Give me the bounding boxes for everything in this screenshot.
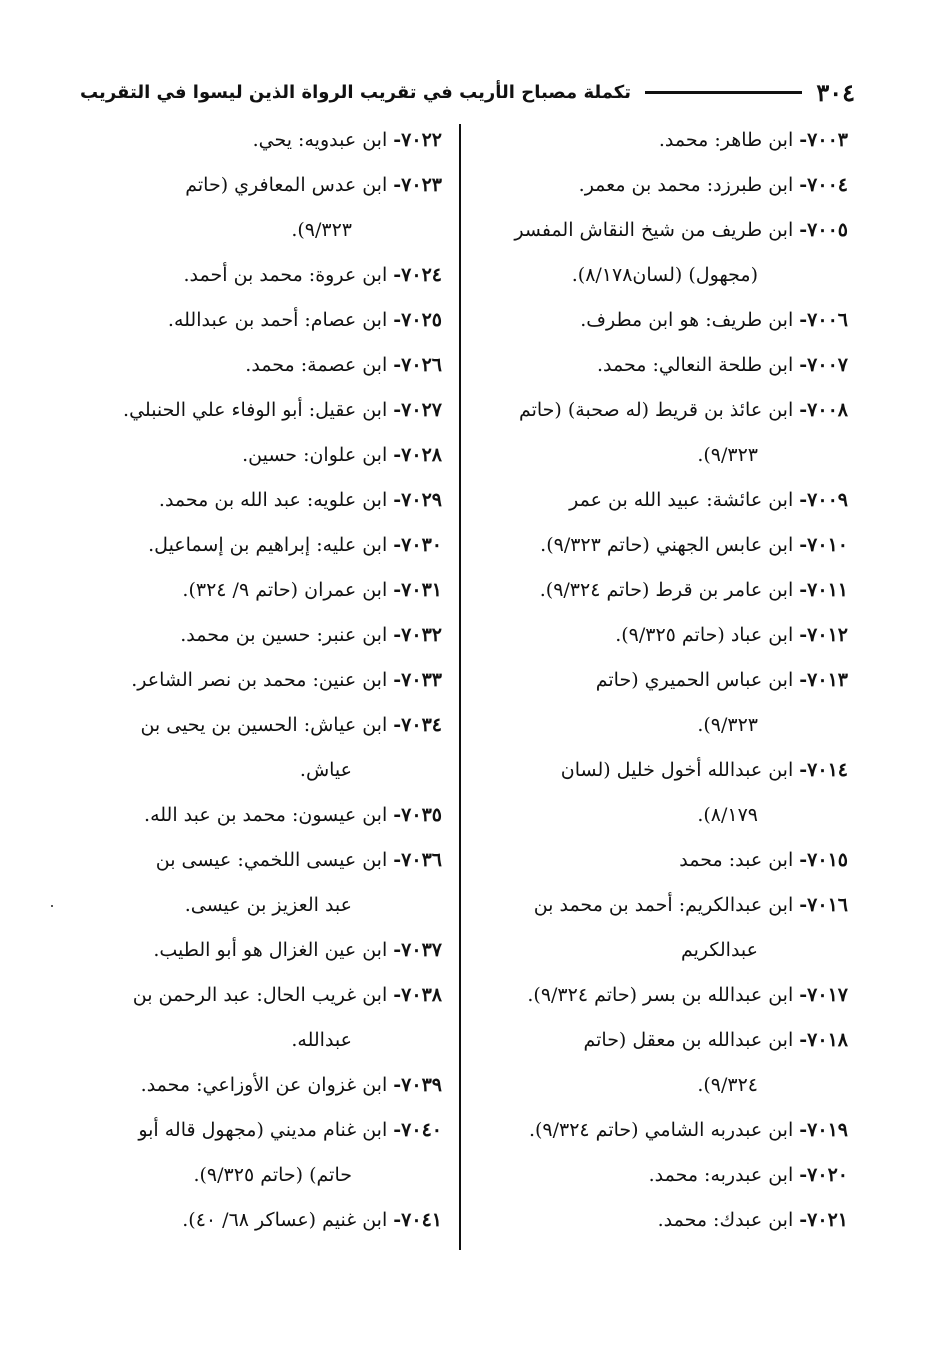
entry-text: ابن عامر بن قرط (حاتم ٩/٣٢٤). <box>539 579 794 601</box>
left-column <box>78 118 442 1243</box>
entry <box>78 703 442 793</box>
entry-text: ابن عائذ بن قريط (له صحبة) (حاتم <box>518 399 794 421</box>
entry-continuation: ٩/٣٢٤). <box>697 1074 758 1096</box>
entry-number: ٧٠٣٣- <box>393 669 442 691</box>
entry-text: ابن عبدالله بن بسر (حاتم ٩/٣٢٤). <box>527 984 794 1006</box>
entry-number: ٧٠٤٠- <box>393 1119 442 1141</box>
entry-number: ٧٠١٥- <box>799 849 848 871</box>
entry-continuation: ٩/٣٢٣). <box>291 219 352 241</box>
entry-number: ٧٠٢٤- <box>393 264 442 286</box>
entry-text: ابن طريف: هو ابن مطرف. <box>580 309 794 331</box>
entry-number: ٧٠١٨- <box>799 1029 848 1051</box>
entry-number: ٧٠٣٢- <box>393 624 442 646</box>
entry-text: ابن غنيم (عساكر ٦٨/ ٤٠). <box>182 1209 388 1231</box>
entry-text: ابن عيسون: محمد بن عبد الله. <box>144 804 388 826</box>
entry-number: ٧٠٣٤- <box>393 714 442 736</box>
entry-number: ٧٠٣٥- <box>393 804 442 826</box>
entry-number: ٧٠١٢- <box>799 624 848 646</box>
entry-number: ٧٠١٩- <box>799 1119 848 1141</box>
entry-number: ٧٠٣٨- <box>393 984 442 1006</box>
entry-number: ٧٠٢٦- <box>393 354 442 376</box>
entry <box>482 883 848 973</box>
entry-number: ٧٠٢٥- <box>393 309 442 331</box>
entry-number: ٧٠٠٥- <box>799 219 848 241</box>
entry-text: ابن عبدربه: محمد. <box>648 1164 794 1186</box>
entry-text: ابن عباد (حاتم ٩/٣٢٥). <box>615 624 794 646</box>
entry <box>78 523 442 568</box>
column-divider <box>459 124 461 1250</box>
entry-text: ابن طريف من شيخ النقاش المفسر <box>514 219 794 241</box>
header-rule <box>645 91 802 94</box>
entry-number: ٧٠٢٨- <box>393 444 442 466</box>
entry-text: ابن طاهر: محمد. <box>658 129 794 151</box>
entry <box>78 658 442 703</box>
entry-text: ابن طلحة النعالي: محمد. <box>597 354 794 376</box>
entry-number: ٧٠٢٣- <box>393 174 442 196</box>
entry-number: ٧٠٠٤- <box>799 174 848 196</box>
entry <box>78 478 442 523</box>
entry <box>78 838 442 928</box>
entry <box>482 118 848 163</box>
entry <box>78 1063 442 1108</box>
entry-text: ابن علوان: حسين. <box>242 444 388 466</box>
entry <box>78 613 442 658</box>
entry-text: ابن عنبر: حسين بن محمد. <box>180 624 388 646</box>
entry <box>482 298 848 343</box>
entry <box>78 433 442 478</box>
entry-text: ابن عائشة: عبيد الله بن عمر <box>569 489 794 511</box>
entry-text: ابن عنين: محمد بن نصر الشاعر. <box>131 669 388 691</box>
entry-text: ابن عصمة: محمد. <box>245 354 388 376</box>
entry-number: ٧٠١٦- <box>799 894 848 916</box>
entry <box>482 973 848 1018</box>
entry-text: ابن عابس الجهني (حاتم ٩/٣٢٣). <box>540 534 794 556</box>
entry <box>482 568 848 613</box>
entry <box>482 1108 848 1153</box>
entry <box>78 118 442 163</box>
entry-number: ٧٠٣٦- <box>393 849 442 871</box>
entry-text: ابن عبدالله أخول خليل (لسان <box>560 759 794 781</box>
entry-text: ابن عبدربه الشامي (حاتم ٩/٣٢٤). <box>528 1119 794 1141</box>
entry <box>78 568 442 613</box>
entry-number: ٧٠٠٨- <box>799 399 848 421</box>
entry-number: ٧٠٣١- <box>393 579 442 601</box>
entry <box>482 613 848 658</box>
entry <box>482 523 848 568</box>
page-number: ٣٠٤ <box>816 77 855 107</box>
entry-text: ابن طبرزد: محمد بن معمر. <box>578 174 794 196</box>
entry-number: ٧٠٠٣- <box>799 129 848 151</box>
entry <box>482 388 848 478</box>
entry <box>78 253 442 298</box>
entry <box>482 163 848 208</box>
book-title: تكملة مصباح الأريب في تقريب الرواة الذين ليسوا في التقريب <box>80 81 632 103</box>
entry <box>78 343 442 388</box>
entry-text: ابن عبدالكريم: أحمد بن محمد بن <box>533 894 794 916</box>
entry-number: ٧٠١٣- <box>799 669 848 691</box>
entry-continuation: عبد العزيز بن عيسى. <box>184 894 352 916</box>
entry <box>482 1153 848 1198</box>
entry-text: ابن عياش: الحسين بن يحيى بن <box>140 714 388 736</box>
entry-number: ٧٠٤١- <box>393 1209 442 1231</box>
entry <box>482 343 848 388</box>
entry-text: ابن عبدك: محمد. <box>657 1209 794 1231</box>
entry <box>78 388 442 433</box>
entry-number: ٧٠٢٢- <box>393 129 442 151</box>
running-header <box>80 72 855 112</box>
entry <box>482 1198 848 1243</box>
entry-number: ٧٠٣٩- <box>393 1074 442 1096</box>
entry <box>482 838 848 883</box>
entry-number: ٧٠١٧- <box>799 984 848 1006</box>
entry-text: ابن عبدويه: يحي. <box>252 129 388 151</box>
entry-number: ٧٠١١- <box>799 579 848 601</box>
entry-text: ابن غنام مديني (مجهول قاله أبو <box>138 1119 388 1141</box>
entry-text: ابن عين الغزال هو أبو الطيب. <box>153 939 388 961</box>
entry <box>78 973 442 1063</box>
entry-continuation: عياش. <box>299 759 352 781</box>
entry-text: ابن عمران (حاتم ٩/ ٣٢٤). <box>182 579 388 601</box>
entry-number: ٧٠٠٧- <box>799 354 848 376</box>
entry-continuation: عبدالله. <box>291 1029 352 1051</box>
entry-number: ٧٠٠٩- <box>799 489 848 511</box>
entry-continuation: ٩/٣٢٣). <box>697 714 758 736</box>
entry-number: ٧٠٢٩- <box>393 489 442 511</box>
entry-text: ابن غزوان عن الأوزاعي: محمد. <box>140 1074 388 1096</box>
entry <box>78 298 442 343</box>
entry <box>482 208 848 298</box>
entry-number: ٧٠٢٧- <box>393 399 442 421</box>
entry-text: ابن عليه: إبراهيم بن إسماعيل. <box>148 534 388 556</box>
margin-speck <box>51 905 53 907</box>
entry-text: ابن غريب الحال: عبد الرحمن بن <box>132 984 388 1006</box>
entry-text: ابن عروة: محمد بن أحمد. <box>183 264 388 286</box>
entry <box>482 478 848 523</box>
entry <box>78 793 442 838</box>
entry-text: ابن عبد: محمد <box>679 849 794 871</box>
entry-number: ٧٠١٤- <box>799 759 848 781</box>
entry-continuation: عبدالكريم <box>680 939 758 961</box>
entry <box>78 1108 442 1198</box>
entry <box>482 658 848 748</box>
entry <box>78 928 442 973</box>
entry-number: ٧٠٣٧- <box>393 939 442 961</box>
entry-continuation: (مجهول) (لسان٨/١٧٨). <box>571 264 758 286</box>
entry <box>482 748 848 838</box>
entry-number: ٧٠١٠- <box>799 534 848 556</box>
entry-continuation: ٩/٣٢٣). <box>697 444 758 466</box>
entry <box>482 1018 848 1108</box>
entry <box>78 1198 442 1243</box>
entry-text: ابن عقيل: أبو الوفاء علي الحنبلي. <box>123 399 388 421</box>
entry-text: ابن علويه: عبد الله بن محمد. <box>158 489 388 511</box>
entry-continuation: ٨/١٧٩). <box>697 804 758 826</box>
entry-text: ابن عيسى اللخمي: عيسى بن <box>155 849 388 871</box>
entry-text: ابن عصام: أحمد بن عبدالله. <box>167 309 388 331</box>
entry-number: ٧٠٢٠- <box>799 1164 848 1186</box>
entry-continuation: حاتم) (حاتم ٩/٣٢٥). <box>193 1164 352 1186</box>
entry-text: ابن عدس المعافري (حاتم <box>185 174 388 196</box>
entry <box>78 163 442 253</box>
entry-number: ٧٠٢١- <box>799 1209 848 1231</box>
entry-text: ابن عبدالله بن معقل (حاتم <box>583 1029 794 1051</box>
right-column <box>482 118 848 1243</box>
entry-text: ابن عباس الحميري (حاتم <box>595 669 794 691</box>
entry-number: ٧٠٣٠- <box>393 534 442 556</box>
entry-number: ٧٠٠٦- <box>799 309 848 331</box>
